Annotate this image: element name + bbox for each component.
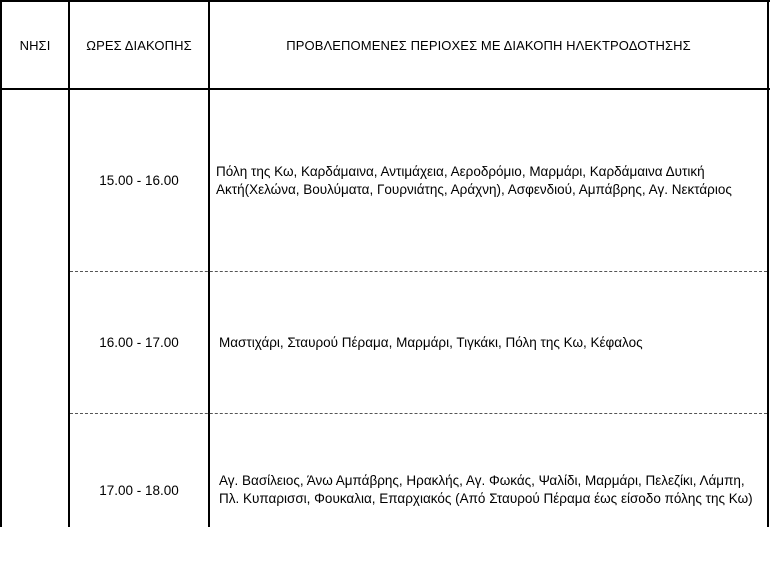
- header-hours: ΩΡΕΣ ΔΙΑΚΟΠΗΣ: [86, 37, 192, 53]
- row-1-hours: 15.00 - 16.00: [99, 173, 179, 188]
- row-3-hours: 17.00 - 18.00: [99, 482, 179, 498]
- table-border-right: [767, 0, 769, 527]
- header-island: ΝΗΣΙ: [19, 37, 51, 53]
- row-1-areas: Πόλη της Κω, Καρδάμαινα, Αντιμάχεια, Αεροδρόμιο, Μαρμάρι, Καρδάμαινα Δυτική Ακτή(Χελώνα, Βουλύματα, Γουρνιάτης, Αράχνη), Ασφενδιού, Αμπάβρης, Αγ. Νεκτάριος: [216, 163, 732, 197]
- row-3-areas: Αγ. Βασίλειος, Άνω Αμπάβρης, Ηρακλής, Αγ. Φωκάς, Ψαλίδι, Μαρμάρι, Πελεζίκι, Λάμπη, Πλ. Κυπαρισσι, Φουκαλια, Επαρχιακός (Από Σταυρού Πέραμα έως είσοδο πόλης της Κω): [219, 473, 753, 506]
- row-2-areas: Μαστιχάρι, Σταυρού Πέραμα, Μαρμάρι, Τιγκάκι, Πόλη της Κω, Κέφαλος: [219, 334, 643, 350]
- header-areas: ΠΡΟΒΛΕΠΟΜΕΝΕΣ ΠΕΡΙΟΧΕΣ ΜΕ ΔΙΑΚΟΠΗ ΗΛΕΚΤΡΟΔΟΤΗΣΗΣ: [286, 37, 691, 53]
- row-2-hours: 16.00 - 17.00: [99, 335, 179, 350]
